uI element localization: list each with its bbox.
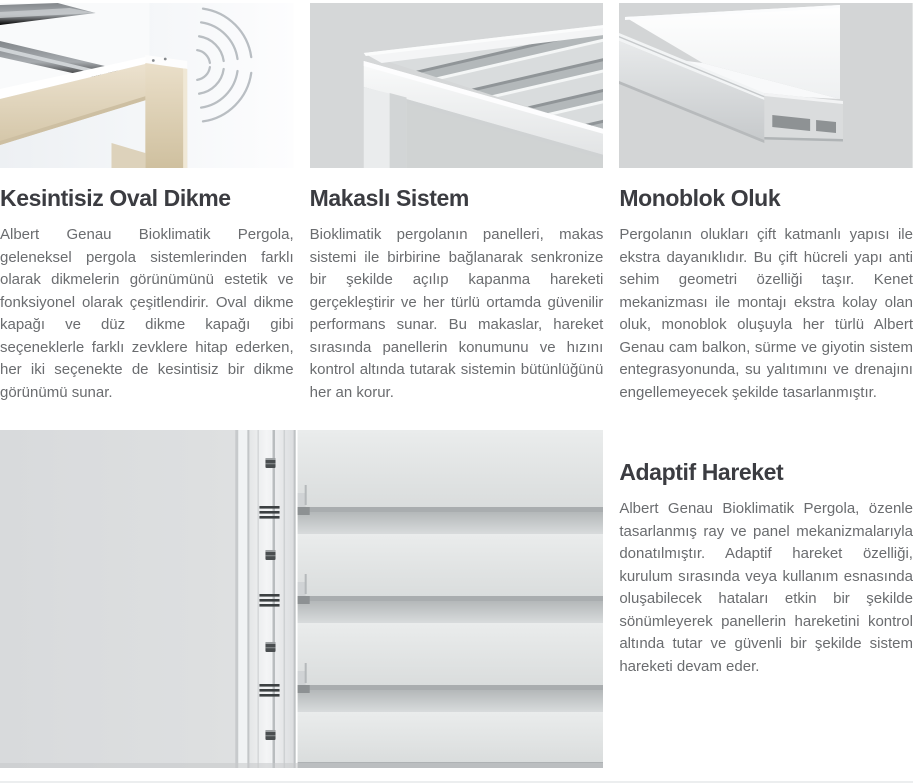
gutter-profile-image	[619, 3, 913, 168]
feature-title: Adaptif Hareket	[619, 459, 784, 485]
feature-body: Albert Genau Bioklimatik Pergola, geleneksel pergola sistemlerinden farklı olarak dikmelerin görünümünü estetik ve fonksiyonel olarak çeşitlendirir. Oval dikme kapağı ve düz dikme kapağı gibi seçeneklerle farklı zevklere hitap ederken, her iki seçenekte de kesintisiz bir dikme görünümü sunar.	[0, 226, 294, 401]
feature-title: Makaslı Sistem	[309, 185, 469, 211]
feature-card-makasli-sistem	[310, 3, 604, 404]
pergola-corner-render	[0, 3, 294, 168]
feature-card-kesintisiz-oval-dikme	[0, 3, 294, 404]
feature-title: Kesintisiz Oval Dikme	[0, 185, 231, 211]
pergola-corner-signal-image	[0, 3, 294, 168]
features-grid	[0, 3, 913, 768]
louver-panels-closed-image	[0, 430, 603, 768]
feature-body: Pergolanın olukları çift katmanlı yapısı ile ekstra dayanıklıdır. Bu çift hücreli yapı anti sehim geometri özelliği taşır. Kenet mekanizması ile montajı ekstra kolay olan oluk, monoblok oluşuyla her türlü Albert Genau cam balkon, sürme ve giyotin sistem entegrasyonunda, su yalıtımını ve drenajını engellemeyecek şekilde tasarlanmıştır.	[619, 226, 913, 401]
louvered-roof-render	[310, 3, 604, 168]
feature-card-adaptif-hareket	[619, 430, 913, 768]
feature-title: Monoblok Oluk	[619, 185, 781, 211]
louver-slats	[298, 430, 604, 768]
louver-panels-render	[0, 430, 603, 768]
feature-body: Albert Genau Bioklimatik Pergola, özenle tasarlanmış ray ve panel mekanizmalarıyla donatılmıştır. Adaptif hareket özelliği, kurulum sırasında veya kullanım esnasında oluşabilecek hataları etkin bir şekilde sönümleyerek panellerin hareketini kontrol altında tutar ve güvenli bir şekilde sistem hareketi devam eder.	[619, 500, 913, 675]
feature-body: Bioklimatik pergolanın panelleri, makas sistemi ile birbirine bağlanarak senkronize bir şekilde açılıp kapanma hareketi gerçekleştirir ve her türlü ortamda güvenilir performans sunar. Bu makaslar, hareket sırasında panellerin konumunu ve hızını kontrol altında tutarak sistemin bütünlüğünü her an korur.	[309, 226, 604, 401]
feature-card-monoblok-oluk	[619, 3, 913, 404]
louvered-roof-open-image	[310, 3, 604, 168]
gutter-profile-render	[619, 3, 913, 168]
